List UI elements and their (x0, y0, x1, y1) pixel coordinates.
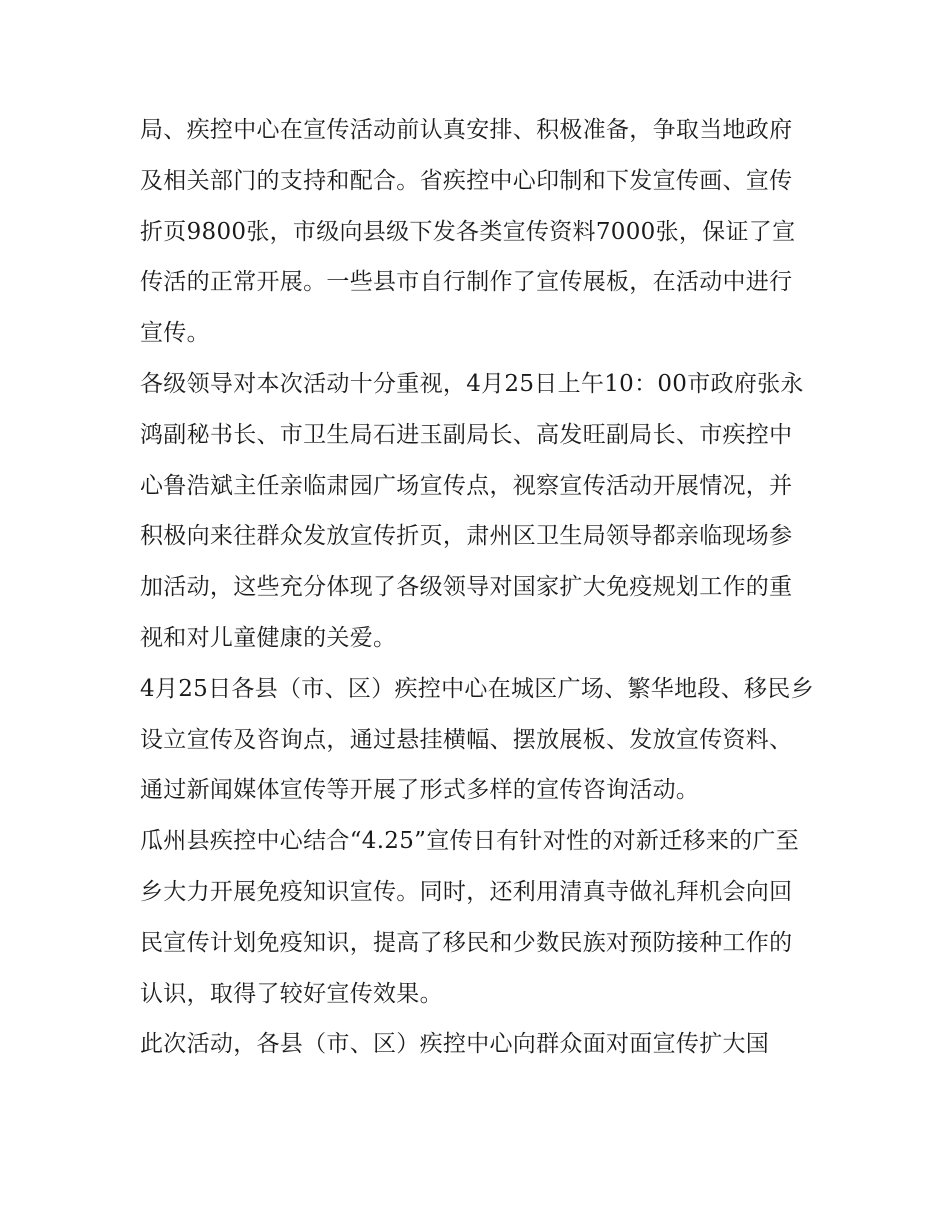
document-body (140, 105, 815, 1070)
paragraph-guazhou: 瓜州县疾控中心结合“4.25”宣传日有针对性的对新迁移来的广至乡大力开展免疫知识宣传。同时，还利用清真寺做礼拜机会向回民宣传计划免疫知识，提高了移民和少数民族对预防接种工作的认识，取得了较好宣传效果。 (140, 828, 800, 1007)
paragraph-preparation: 局、疾控中心在宣传活动前认真安排、积极准备，争取当地政府及相关部门的支持和配合。省疾控中心印制和下发宣传画、宣传折页9800张，市级向县级下发各类宣传资料7000张，保证了宣传活的正常开展。一些县市自行制作了宣传展板，在活动中进行宣传。 (140, 117, 796, 347)
paragraph-consultation-points: 4月25日各县（市、区）疾控中心在城区广场、繁华地段、移民乡设立宣传及咨询点，通过悬挂横幅、摆放展板、发放宣传资料、通过新闻媒体宣传等开展了形式多样的宣传咨询活动。 (140, 675, 814, 804)
paragraph-leadership: 各级领导对本次活动十分重视，4月25日上午10：00市政府张永鸿副秘书长、市卫生局石进玉副局长、高发旺副局长、市疾控中心鲁浩斌主任亲临肃园广场宣传点，视察宣传活动开展情况，并积极向来往群众发放宣传折页，肃州区卫生局领导都亲临现场参加活动，这些充分体现了各级领导对国家扩大免疫规划工作的重视和对儿童健康的关爱。 (140, 370, 804, 651)
paragraph-summary: 此次活动，各县（市、区）疾控中心向群众面对面宣传扩大国 (140, 1031, 770, 1058)
